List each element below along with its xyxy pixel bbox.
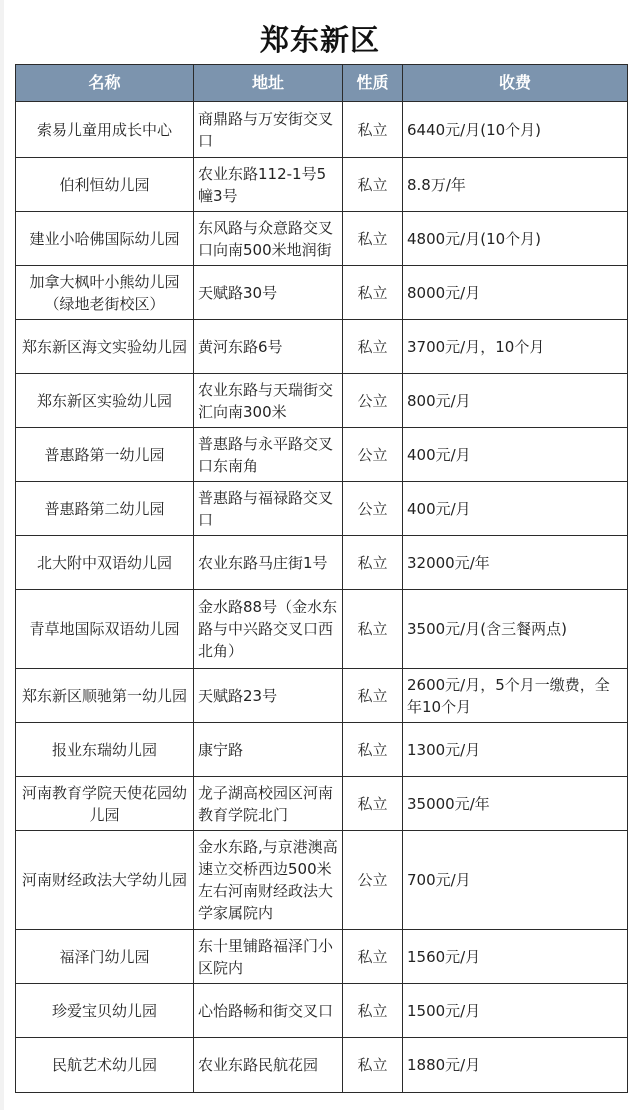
- cell-type: 公立: [343, 374, 403, 428]
- cell-address: 金水东路,与京港澳高速立交桥西边500米左右河南财经政法大学家属院内: [194, 831, 343, 930]
- table-row: [16, 212, 628, 266]
- cell-fee: 8.8万/年: [403, 158, 628, 212]
- cell-name: 郑东新区实验幼儿园: [16, 374, 194, 428]
- table-header-row: [16, 65, 628, 102]
- table-row: [16, 374, 628, 428]
- cell-name: 河南财经政法大学幼儿园: [16, 831, 194, 930]
- cell-name: 珍爱宝贝幼儿园: [16, 984, 194, 1038]
- cell-name: 河南教育学院天使花园幼儿园: [16, 777, 194, 831]
- cell-fee: 1500元/月: [403, 984, 628, 1038]
- cell-name: 伯利恒幼儿园: [16, 158, 194, 212]
- cell-type: 公立: [343, 831, 403, 930]
- column-header-type: 性质: [343, 65, 403, 102]
- cell-address: 农业东路马庄街1号: [194, 536, 343, 590]
- cell-type: 私立: [343, 669, 403, 723]
- cell-type: 私立: [343, 723, 403, 777]
- cell-name: 普惠路第一幼儿园: [16, 428, 194, 482]
- cell-name: 普惠路第二幼儿园: [16, 482, 194, 536]
- cell-address: 龙子湖高校园区河南教育学院北门: [194, 777, 343, 831]
- cell-name: 青草地国际双语幼儿园: [16, 590, 194, 669]
- cell-address: 农业东路民航花园: [194, 1038, 343, 1093]
- table-row: [16, 984, 628, 1038]
- cell-type: 私立: [343, 984, 403, 1038]
- kindergarten-fee-table: [15, 64, 628, 1093]
- cell-fee: 1300元/月: [403, 723, 628, 777]
- table-row: [16, 428, 628, 482]
- cell-type: 私立: [343, 536, 403, 590]
- cell-name: 加拿大枫叶小熊幼儿园（绿地老街校区）: [16, 266, 194, 320]
- cell-type: 公立: [343, 428, 403, 482]
- table-row: [16, 777, 628, 831]
- cell-address: 东十里铺路福泽门小区院内: [194, 930, 343, 984]
- cell-fee: 400元/月: [403, 428, 628, 482]
- cell-address: 商鼎路与万安街交叉口: [194, 102, 343, 158]
- table-row: [16, 266, 628, 320]
- page-edge: [0, 0, 4, 1110]
- table-row: [16, 320, 628, 374]
- table-row: [16, 536, 628, 590]
- column-header-name: 名称: [16, 65, 194, 102]
- cell-fee: 8000元/月: [403, 266, 628, 320]
- cell-type: 私立: [343, 266, 403, 320]
- cell-fee: 32000元/年: [403, 536, 628, 590]
- cell-address: 金水路88号（金水东路与中兴路交叉口西北角）: [194, 590, 343, 669]
- column-header-fee: 收费: [403, 65, 628, 102]
- cell-fee: 700元/月: [403, 831, 628, 930]
- cell-name: 报业东瑞幼儿园: [16, 723, 194, 777]
- cell-fee: 4800元/月(10个月): [403, 212, 628, 266]
- cell-address: 普惠路与福禄路交叉口: [194, 482, 343, 536]
- cell-name: 郑东新区海文实验幼儿园: [16, 320, 194, 374]
- cell-type: 私立: [343, 102, 403, 158]
- column-header-address: 地址: [194, 65, 343, 102]
- cell-address: 普惠路与永平路交叉口东南角: [194, 428, 343, 482]
- cell-fee: 400元/月: [403, 482, 628, 536]
- table-row: [16, 723, 628, 777]
- page-title: 郑东新区: [259, 23, 380, 57]
- cell-name: 民航艺术幼儿园: [16, 1038, 194, 1093]
- cell-address: 天赋路23号: [194, 669, 343, 723]
- cell-fee: 1880元/月: [403, 1038, 628, 1093]
- cell-type: 私立: [343, 590, 403, 669]
- table-row: [16, 669, 628, 723]
- cell-type: 私立: [343, 320, 403, 374]
- cell-type: 私立: [343, 158, 403, 212]
- cell-name: 郑东新区顺驰第一幼儿园: [16, 669, 194, 723]
- table-row: [16, 590, 628, 669]
- table-row: [16, 158, 628, 212]
- cell-name: 北大附中双语幼儿园: [16, 536, 194, 590]
- cell-name: 福泽门幼儿园: [16, 930, 194, 984]
- cell-type: 私立: [343, 1038, 403, 1093]
- table-row: [16, 831, 628, 930]
- cell-address: 东风路与众意路交叉口向南500米地润街: [194, 212, 343, 266]
- cell-type: 公立: [343, 482, 403, 536]
- table-row: [16, 482, 628, 536]
- cell-name: 建业小哈佛国际幼儿园: [16, 212, 194, 266]
- cell-fee: 35000元/年: [403, 777, 628, 831]
- cell-type: 私立: [343, 212, 403, 266]
- cell-address: 农业东路与天瑞街交汇向南300米: [194, 374, 343, 428]
- cell-address: 黄河东路6号: [194, 320, 343, 374]
- cell-fee: 3700元/月，10个月: [403, 320, 628, 374]
- cell-fee: 1560元/月: [403, 930, 628, 984]
- cell-fee: 6440元/月(10个月): [403, 102, 628, 158]
- cell-address: 心怡路畅和街交叉口: [194, 984, 343, 1038]
- cell-type: 私立: [343, 777, 403, 831]
- cell-type: 私立: [343, 930, 403, 984]
- cell-fee: 3500元/月(含三餐两点): [403, 590, 628, 669]
- cell-address: 天赋路30号: [194, 266, 343, 320]
- table-row: [16, 102, 628, 158]
- cell-fee: 800元/月: [403, 374, 628, 428]
- table-row: [16, 1038, 628, 1093]
- cell-fee: 2600元/月，5个月一缴费，全年10个月: [403, 669, 628, 723]
- cell-name: 索易儿童用成长中心: [16, 102, 194, 158]
- table-row: [16, 930, 628, 984]
- cell-address: 农业东路112-1号5幢3号: [194, 158, 343, 212]
- cell-address: 康宁路: [194, 723, 343, 777]
